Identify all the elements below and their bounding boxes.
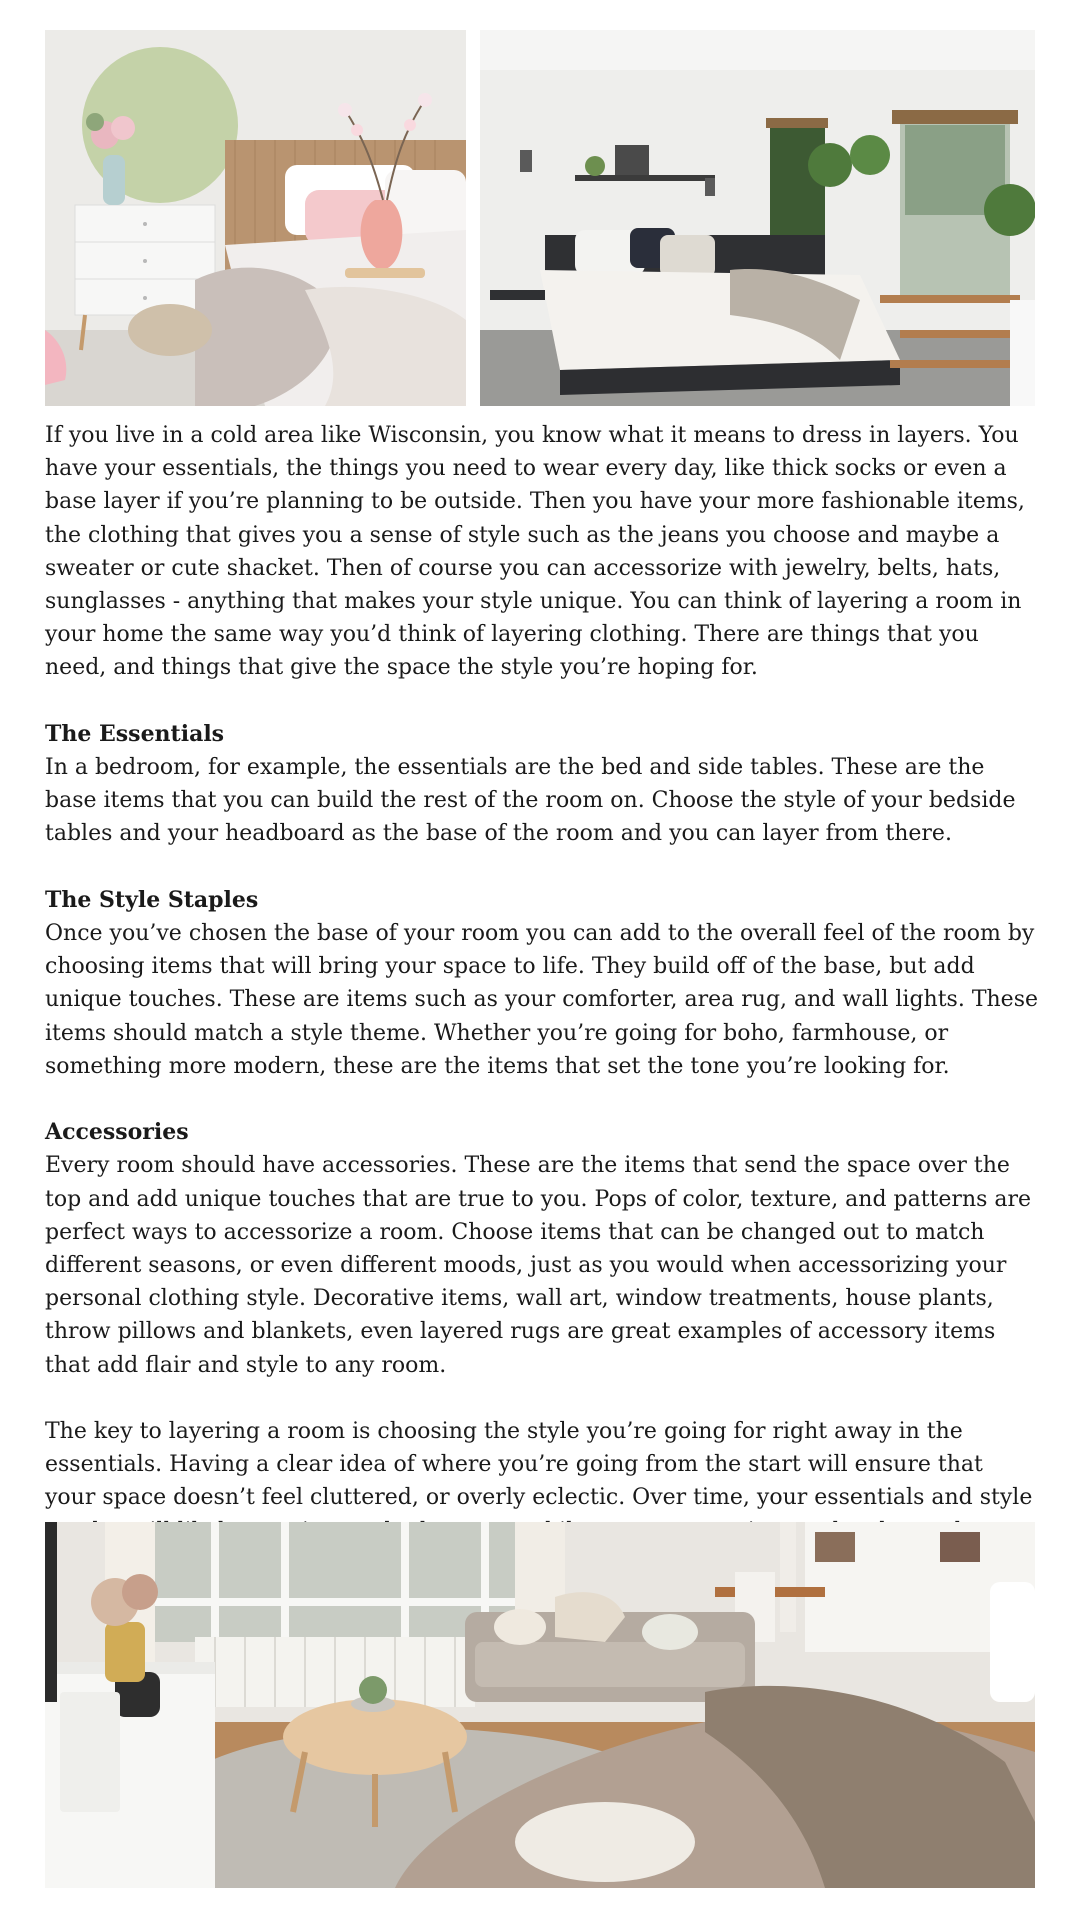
- intro-paragraph: If you live in a cold area like Wisconsin, you know what it means to dress in layers. You have your essentials, the things you need to wear every day, like thick socks or even a base layer if you’re planning to be outside. Then you have your more fashionable items, the clothing that gives you a sense of style such as the jeans you choose and maybe a sweater or cute shacket. Then of course you can accessorize with jewelry, belts, hats, sunglasses - anything that makes your style unique. You can think of layering a room in your home the same way you’d think of layering clothing. There are things that you need, and things that give the space the style you’re hoping for.: [45, 423, 1025, 681]
- article-body: [45, 419, 1040, 1581]
- section-heading-accessories: Accessories: [45, 1119, 189, 1146]
- top-image-row: [45, 30, 1035, 406]
- section-heading-essentials: The Essentials: [45, 720, 225, 747]
- section-body-style-staples: Once you’ve chosen the base of your room you can add to the overall feel of the room by choosing items that will bring your space to life. They build off of the base, but add unique touches. These are items such as your comforter, area rug, and wall lights. These items should match a style theme. Whether you’re going for boho, farmhouse, or something more modern, these are the items that set the tone you’re looking for.: [45, 921, 1039, 1079]
- bedroom-photo-pastel: [45, 30, 466, 406]
- section-body-essentials: In a bedroom, for example, the essentials are the bed and side tables. These are the base items that you can build the rest of the room on. Choose the style of your bedside tables and your headboard as the base of the room and you can layer from there.: [45, 755, 1016, 847]
- section-heading-style-staples: The Style Staples: [45, 886, 259, 913]
- bedroom-photo-modern: [480, 30, 1035, 406]
- section-body-accessories: Every room should have accessories. These are the items that send the space over the top and add unique touches that are true to you. Pops of color, texture, and patterns are perfect ways to accessorize a room. Choose items that can be changed out to match different seasons, or even different moods, just as you would when accessorizing your personal clothing style. Decorative items, wall art, window treatments, house plants, throw pillows and blankets, even layered rugs are great examples of accessory items that add flair and style to any room.: [45, 1153, 1032, 1378]
- living-room-photo: [45, 1522, 1035, 1888]
- conclusion-paragraph: The key to layering a room is choosing the style you’re going for right away in the essentials. Having a clear idea of where you’re going from the start will ensure that your space doesn’t feel cluttered, or overly eclectic. Over time, your essentials and style: [45, 1419, 1033, 1511]
